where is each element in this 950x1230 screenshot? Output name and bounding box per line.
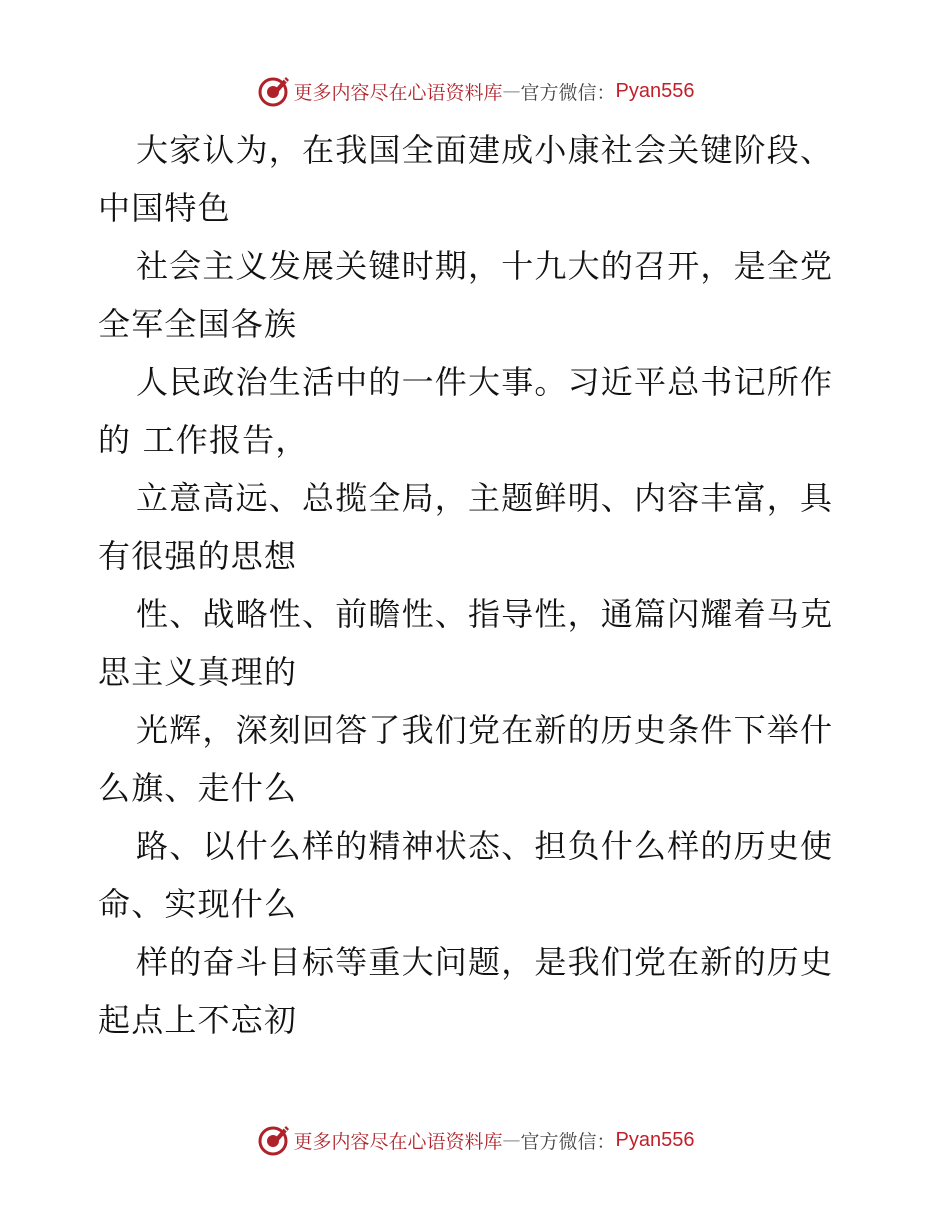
header-wechat-label: 官方微信： <box>520 81 616 104</box>
text-line: 社会主义发展关键时期，十九大的召开，是全党 <box>136 247 834 285</box>
text-line: 路、以什么样的精神状态、担负什么样的历史使 <box>136 827 834 865</box>
footer-banner <box>0 1120 950 1160</box>
footer-wechat-label: 官方微信： <box>520 1130 616 1153</box>
text-line: 思主义真理的 <box>98 653 298 691</box>
text-line: 起点上不忘初 <box>98 1001 298 1039</box>
text-line: 立意高远、总揽全局，主题鲜明、内容丰富，具 <box>136 479 834 517</box>
header-wechat-id: Pyan556 <box>615 79 695 102</box>
header-separator: — <box>502 80 521 102</box>
text-line: 中国特色 <box>98 189 231 227</box>
text-line: 大家认为，在我国全面建成小康社会关键阶段、 <box>136 131 834 169</box>
footer-separator: — <box>502 1129 521 1151</box>
document-body <box>98 121 858 1049</box>
text-line: 么旗、走什么 <box>98 769 298 807</box>
text-line: 命、实现什么 <box>98 885 298 923</box>
text-line: 全军全国各族 <box>98 305 298 343</box>
quill-logo-icon <box>256 73 292 109</box>
quill-logo-icon <box>256 1122 292 1158</box>
header-banner <box>0 71 950 111</box>
text-line: 人民政治生活中的一件大事。习近平总书记所作 <box>136 363 834 401</box>
text-line: 光辉，深刻回答了我们党在新的历史条件下举什 <box>136 711 834 749</box>
text-line: 有很强的思想 <box>98 537 298 575</box>
text-line: 性、战略性、前瞻性、指导性，通篇闪耀着马克 <box>136 595 834 633</box>
footer-wechat-id: Pyan556 <box>615 1128 695 1151</box>
footer-site-text: 更多内容尽在心语资料库 <box>293 1130 503 1153</box>
text-line: 的 工作报告， <box>98 421 309 459</box>
text-line: 样的奋斗目标等重大问题，是我们党在新的历史 <box>136 943 834 981</box>
header-site-text: 更多内容尽在心语资料库 <box>293 81 503 104</box>
